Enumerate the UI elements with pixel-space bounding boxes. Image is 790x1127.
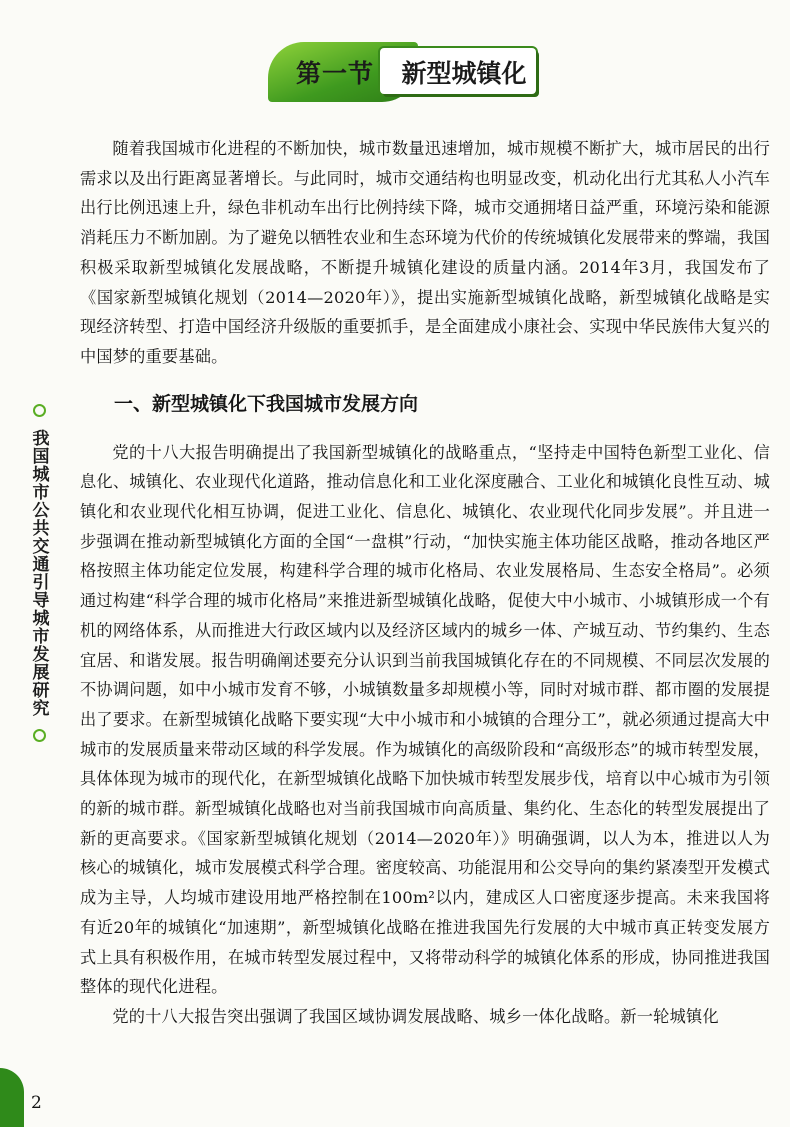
side-book-title xyxy=(22,400,56,746)
section-number: 第一节 xyxy=(296,59,375,88)
main-text xyxy=(80,134,770,1032)
ring-icon-bottom xyxy=(33,729,46,742)
page-corner-tab xyxy=(0,1068,24,1127)
paragraph-intro: 随着我国城市化进程的不断加快，城市数量迅速增加，城市规模不断扩大，城市居民的出行需求以及出行距离显著增长。与此同时，城市交通结构也明显改变，机动化出行尤其私人小汽车出行比例迅速上升，绿色非机动车出行比例持续下降，城市交通拥堵日益严重，环境污染和能源消耗压力不断加剧。为了避免以牺牲农业和生态环境为代价的传统城镇化发展带来的弊端，我国积极采取新型城镇化发展战略，不断提升城镇化建设的质量内涵。2014年3月，我国发布了《国家新型城镇化规划（2014—2020年）》，提出实施新型城镇化战略，新型城镇化战略是实现经济转型、打造中国经济升级版的重要抓手，是全面建成小康社会、实现中华民族伟大复兴的中国梦的重要基础。 xyxy=(80,139,770,366)
page-number: 2 xyxy=(31,1093,42,1113)
ring-icon-top xyxy=(33,404,46,417)
book-title-vertical: 我国城市公共交通引导城市发展研究 xyxy=(28,429,49,717)
subheading: 一、新型城镇化下我国城市发展方向 xyxy=(114,392,419,415)
section-banner xyxy=(262,42,534,102)
section-title: 新型城镇化 xyxy=(401,59,527,88)
paragraph-continued: 党的十八大报告突出强调了我国区域协调发展战略、城乡一体化战略。新一轮城镇化 xyxy=(112,1006,719,1026)
paragraph-strategy: 党的十八大报告明确提出了我国新型城镇化的战略重点，“坚持走中国特色新型工业化、信息化、城镇化、农业现代化道路，推动信息化和工业化深度融合、工业化和城镇化良性互动、城镇化和农业现代化相互协调，促进工业化、信息化、城镇化、农业现代化同步发展”。并且进一步强调在推动新型城镇化方面的全国“一盘棋”行动，“加快实施主体功能区战略，推动各地区严格按照主体功能定位发展，构建科学合理的城市化格局、农业发展格局、生态安全格局”。必须通过构建“科学合理的城市化格局”来推进新型城镇化战略，促使大中小城市、小城镇形成一个有机的网络体系，从而推进大行政区域内以及经济区域内的城乡一体、产城互动、节约集约、生态宜居、和谐发展。报告明确阐述要充分认识到当前我国城镇化存在的不同规模、不同层次发展的不协调问题，如中小城市发育不够，小城镇数量多却规模小等，同时对城市群、都市圈的发展提出了要求。在新型城镇化战略下要实现“大中小城市和小城镇的合理分工”，就必须通过提高大中城市的发展质量来带动区域的科学发展。作为城镇化的高级阶段和“高级形态”的城市转型发展，具体体现为城市的现代化，在新型城镇化战略下加快城市转型发展步伐，培育以中心城市为引领的新的城市群。新型城镇化战略也对当前我国城市向高质量、集约化、生态化的转型发展提出了新的更高要求。《国家新型城镇化规划（2014—2020年）》明确强调，以人为本，推进以人为核心的城镇化，城市发展模式科学合理。密度较高、功能混用和公交导向的集约紧凑型开发模式成为主导，人均城市建设用地严格控制在100m²以内，建成区人口密度逐步提高。未来我国将有近20年的城镇化“加速期”，新型城镇化战略在推进我国先行发展的大中城市真正转变发展方式上具有积极作用，在城市转型发展过程中，又将带动科学的城镇化体系的形成，协同推进我国整体的现代化进程。 xyxy=(80,442,770,997)
